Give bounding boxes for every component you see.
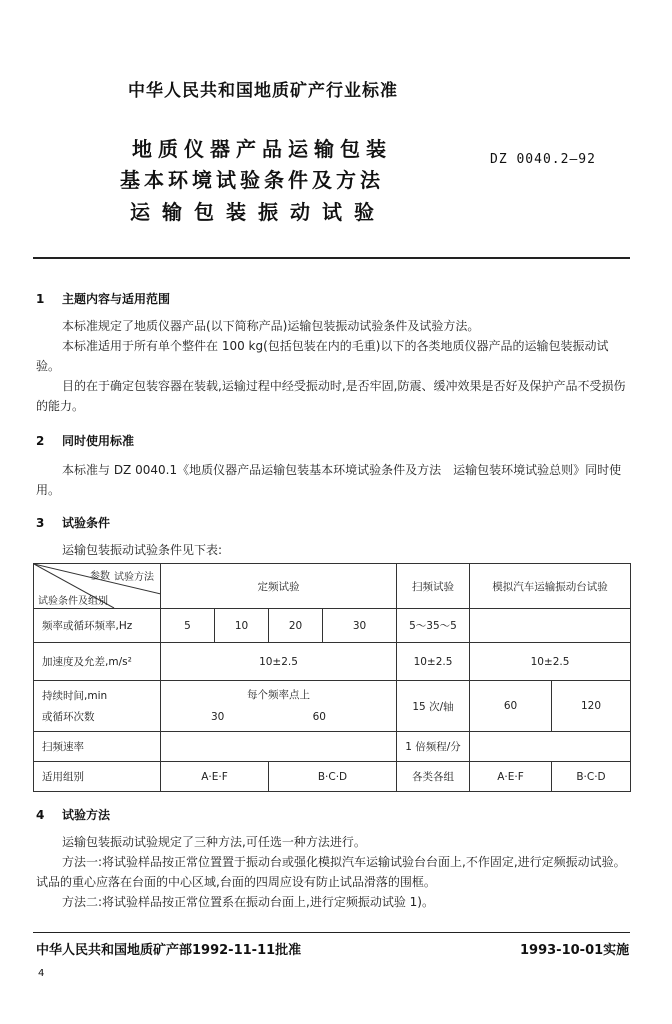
cell-group-sweep: 各类各组	[397, 762, 470, 792]
section-1-paragraph-3: 目的在于确定包装容器在装载,运输过程中经受振动时,是否牢固,防震、缓冲效果是否好及保护产品不受损伤的能力。	[36, 379, 626, 413]
cell-duration-fixed	[161, 681, 397, 732]
header-divider	[33, 257, 630, 259]
cell-freq-sim	[470, 609, 631, 643]
cell-group-fixed-right: B·C·D	[269, 762, 397, 792]
section-4-paragraph-3: 方法二:将试验样品按正常位置系在振动台面上,进行定频振动试验 1)。	[62, 895, 434, 909]
row-label-duration	[34, 681, 161, 732]
cell-duration-sim-left: 60	[470, 681, 552, 732]
title-line-2: 基本环境试验条件及方法	[120, 168, 384, 192]
table-row	[34, 762, 631, 792]
cell-rate-sweep: 1 倍频程/分	[397, 732, 470, 762]
cell-group-sim-right: B·C·D	[552, 762, 631, 792]
cell-freq-2: 10	[215, 609, 269, 643]
cell-rate-sim	[470, 732, 631, 762]
corner-param-label: 参数	[90, 571, 110, 582]
approval-date: 中华人民共和国地质矿产部1992-11-11批准	[36, 943, 302, 958]
row-label-duration-line1: 持续时间,min	[42, 690, 108, 702]
section-title: 主题内容与适用范围	[62, 292, 171, 306]
cell-freq-3: 20	[269, 609, 323, 643]
section-4-paragraph-2: 方法一:将试验样品按正常位置置于振动台或强化模拟汽车运输试验台台面上,不作固定,进行定频振动试验。试品的重心应落在台面的中心区域,台面的四周应设有防止试品滑落的围框。	[36, 855, 626, 889]
industry-standard-label: 中华人民共和国地质矿产行业标准	[128, 81, 398, 101]
section-3-heading	[36, 514, 110, 531]
cell-duration-sim-right: 120	[552, 681, 631, 732]
section-4-heading	[36, 806, 110, 823]
cell-rate-fixed	[161, 732, 397, 762]
col-header-sim: 模拟汽车运输振动台试验	[470, 564, 631, 609]
table-row	[34, 681, 631, 732]
section-1-heading	[36, 290, 170, 307]
section-title: 试验条件	[62, 516, 111, 530]
cell-freq-sweep: 5～35～5	[397, 609, 470, 643]
section-number: 4	[36, 808, 45, 822]
cell-duration-fixed-left: 30	[211, 711, 225, 723]
corner-method-label: 试验方法	[114, 572, 154, 583]
section-1-paragraph-2: 本标准适用于所有单个整件在 100 kg(包括包装在内的毛重)以下的各类地质仪器产品的运输包装振动试验。	[36, 339, 609, 373]
table-corner-cell	[34, 564, 161, 609]
implementation-date: 1993-10-01实施	[520, 943, 630, 958]
table-row	[34, 732, 631, 762]
corner-condition-label: 试验条件及组别	[38, 596, 108, 607]
cell-accel-fixed: 10±2.5	[161, 643, 397, 681]
col-header-sweep: 扫频试验	[397, 564, 470, 609]
table-row	[34, 643, 631, 681]
cell-duration-fixed-heading: 每个频率点上	[247, 689, 310, 701]
section-number: 2	[36, 434, 45, 448]
row-label-acceleration: 加速度及允差,m/s²	[34, 643, 161, 681]
section-4-paragraph-1: 运输包装振动试验规定了三种方法,可任选一种方法进行。	[62, 835, 366, 849]
standard-code: DZ 0040.2—92	[490, 152, 596, 167]
section-title: 试验方法	[62, 808, 111, 822]
cell-accel-sim: 10±2.5	[470, 643, 631, 681]
section-title: 同时使用标准	[62, 434, 135, 448]
cell-duration-sweep: 15 次/轴	[397, 681, 470, 732]
cell-accel-sweep: 10±2.5	[397, 643, 470, 681]
cell-group-sim-left: A·E·F	[470, 762, 552, 792]
cell-freq-1: 5	[161, 609, 215, 643]
row-label-duration-line2: 或循环次数	[42, 711, 95, 723]
section-1-paragraph-1: 本标准规定了地质仪器产品(以下简称产品)运输包装振动试验条件及试验方法。	[62, 319, 480, 333]
table-row	[34, 609, 631, 643]
test-conditions-table	[33, 563, 631, 792]
title-line-3: 运输包装振动试验	[130, 200, 386, 224]
cell-group-fixed-left: A·E·F	[161, 762, 269, 792]
row-label-group: 适用组别	[34, 762, 161, 792]
cell-freq-4: 30	[323, 609, 397, 643]
row-label-sweep-rate: 扫频速率	[34, 732, 161, 762]
section-number: 1	[36, 292, 45, 306]
section-2-paragraph-1: 本标准与 DZ 0040.1《地质仪器产品运输包装基本环境试验条件及方法 运输包装环境试验总则》同时使用。	[36, 463, 622, 497]
cell-duration-fixed-right: 60	[312, 711, 326, 723]
col-header-fixed: 定频试验	[161, 564, 397, 609]
section-3-paragraph-1: 运输包装振动试验条件见下表:	[62, 543, 223, 557]
title-line-1: 地质仪器产品运输包装	[132, 137, 392, 161]
row-label-frequency: 频率或循环频率,Hz	[34, 609, 161, 643]
footer-divider	[33, 932, 630, 933]
section-number: 3	[36, 516, 45, 530]
page-number: 4	[38, 968, 45, 979]
section-2-heading	[36, 432, 134, 449]
